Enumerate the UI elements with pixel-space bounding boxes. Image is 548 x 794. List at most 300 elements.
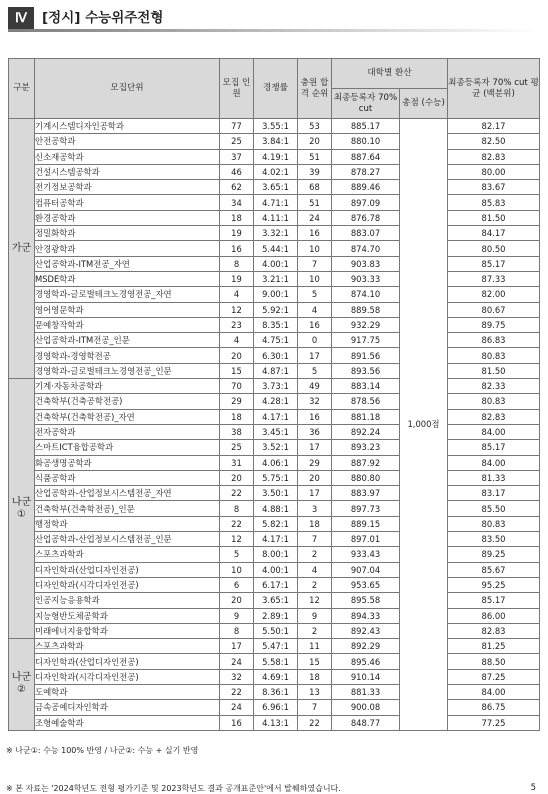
quota-cell: 38 xyxy=(220,424,254,439)
cut-cell: 881.18 xyxy=(332,409,400,424)
table-row xyxy=(9,348,540,363)
cut-cell: 889.58 xyxy=(332,302,400,317)
unit-cell: 도예학과 xyxy=(35,684,220,699)
competition-cell: 3.21:1 xyxy=(254,271,298,286)
waitlist-cell: 18 xyxy=(298,669,332,684)
unit-cell: 디자인학과(시각디자인전공) xyxy=(35,577,220,592)
table-row xyxy=(9,394,540,409)
cut-cell: 878.56 xyxy=(332,394,400,409)
waitlist-cell: 3 xyxy=(298,501,332,516)
avg-cell: 84.00 xyxy=(448,684,540,699)
competition-cell: 4.00:1 xyxy=(254,256,298,271)
quota-cell: 20 xyxy=(220,470,254,485)
quota-cell: 8 xyxy=(220,623,254,638)
cut-cell: 907.04 xyxy=(332,562,400,577)
table-row xyxy=(9,271,540,286)
cut-cell: 891.56 xyxy=(332,348,400,363)
cut-cell: 883.97 xyxy=(332,486,400,501)
section-header xyxy=(8,7,540,29)
avg-cell: 80.50 xyxy=(448,241,540,256)
table-row xyxy=(9,210,540,225)
quota-cell: 22 xyxy=(220,516,254,531)
table-row xyxy=(9,608,540,623)
table-row xyxy=(9,317,540,332)
table-row xyxy=(9,164,540,179)
quota-cell: 16 xyxy=(220,241,254,256)
waitlist-cell: 11 xyxy=(298,639,332,654)
cut-cell: 897.01 xyxy=(332,532,400,547)
competition-cell: 4.69:1 xyxy=(254,669,298,684)
waitlist-cell: 7 xyxy=(298,700,332,715)
quota-cell: 15 xyxy=(220,363,254,378)
waitlist-cell: 22 xyxy=(298,715,332,730)
avg-cell: 84.00 xyxy=(448,424,540,439)
cut-cell: 881.33 xyxy=(332,684,400,699)
avg-cell: 84.17 xyxy=(448,226,540,241)
quota-cell: 18 xyxy=(220,409,254,424)
table-row xyxy=(9,654,540,669)
quota-cell: 77 xyxy=(220,119,254,134)
page-number: 5 xyxy=(530,783,536,793)
quota-cell: 8 xyxy=(220,501,254,516)
quota-cell: 25 xyxy=(220,440,254,455)
results-table xyxy=(8,58,540,731)
unit-cell: 산업공학과-산업정보시스템전공_자연 xyxy=(35,486,220,501)
unit-cell: 지능형반도체공학과 xyxy=(35,608,220,623)
avg-cell: 86.75 xyxy=(448,700,540,715)
competition-cell: 4.88:1 xyxy=(254,501,298,516)
header-unit: 모집단위 xyxy=(35,59,220,119)
header-quota: 모집 인원 xyxy=(220,59,254,119)
table-row xyxy=(9,470,540,485)
waitlist-cell: 49 xyxy=(298,379,332,394)
unit-cell: 산업공학과-ITM전공_자연 xyxy=(35,256,220,271)
unit-cell: 조형예술학과 xyxy=(35,715,220,730)
competition-cell: 3.50:1 xyxy=(254,486,298,501)
table-row xyxy=(9,547,540,562)
competition-cell: 3.84:1 xyxy=(254,134,298,149)
avg-cell: 80.83 xyxy=(448,394,540,409)
quota-cell: 12 xyxy=(220,302,254,317)
unit-cell: 식품공학과 xyxy=(35,470,220,485)
quota-cell: 70 xyxy=(220,379,254,394)
cut-cell: 903.83 xyxy=(332,256,400,271)
avg-cell: 86.83 xyxy=(448,333,540,348)
quota-cell: 10 xyxy=(220,562,254,577)
footnote-legend: ※ 나군①: 수능 100% 반영 / 나군②: 수능 + 실기 반영 xyxy=(6,746,199,755)
cut-cell: 895.46 xyxy=(332,654,400,669)
competition-cell: 8.00:1 xyxy=(254,547,298,562)
table-row xyxy=(9,562,540,577)
avg-cell: 87.25 xyxy=(448,669,540,684)
unit-cell: 경영학과-경영학전공 xyxy=(35,348,220,363)
title-underline xyxy=(8,29,540,32)
quota-cell: 8 xyxy=(220,256,254,271)
waitlist-cell: 17 xyxy=(298,348,332,363)
waitlist-cell: 4 xyxy=(298,302,332,317)
cut-cell: 883.14 xyxy=(332,379,400,394)
unit-cell: 디자인학과(산업디자인전공) xyxy=(35,654,220,669)
waitlist-cell: 16 xyxy=(298,317,332,332)
cut-cell: 883.07 xyxy=(332,226,400,241)
avg-cell: 85.67 xyxy=(448,562,540,577)
competition-cell: 3.52:1 xyxy=(254,440,298,455)
header-competition: 경쟁률 xyxy=(254,59,298,119)
waitlist-cell: 2 xyxy=(298,577,332,592)
waitlist-cell: 29 xyxy=(298,455,332,470)
cut-cell: 880.10 xyxy=(332,134,400,149)
competition-cell: 4.17:1 xyxy=(254,532,298,547)
avg-cell: 85.17 xyxy=(448,256,540,271)
table-row xyxy=(9,409,540,424)
competition-cell: 4.00:1 xyxy=(254,562,298,577)
competition-cell: 5.47:1 xyxy=(254,639,298,654)
table-row xyxy=(9,532,540,547)
quota-cell: 22 xyxy=(220,684,254,699)
competition-cell: 5.58:1 xyxy=(254,654,298,669)
header-group: 구분 xyxy=(9,59,35,119)
unit-cell: 건설시스템공학과 xyxy=(35,164,220,179)
competition-cell: 6.96:1 xyxy=(254,700,298,715)
waitlist-cell: 17 xyxy=(298,440,332,455)
quota-cell: 5 xyxy=(220,547,254,562)
table-row xyxy=(9,593,540,608)
unit-cell: 안전공학과 xyxy=(35,134,220,149)
cut-cell: 953.65 xyxy=(332,577,400,592)
avg-cell: 82.83 xyxy=(448,623,540,638)
avg-cell: 82.50 xyxy=(448,134,540,149)
avg-cell: 88.50 xyxy=(448,654,540,669)
quota-cell: 9 xyxy=(220,608,254,623)
quota-cell: 4 xyxy=(220,287,254,302)
avg-cell: 87.33 xyxy=(448,271,540,286)
avg-cell: 83.17 xyxy=(448,486,540,501)
quota-cell: 4 xyxy=(220,333,254,348)
competition-cell: 4.17:1 xyxy=(254,409,298,424)
header-conversion: 대학별 환산 xyxy=(332,59,448,89)
competition-cell: 5.75:1 xyxy=(254,470,298,485)
section-title: [정시] 수능위주전형 xyxy=(42,10,164,26)
avg-cell: 85.17 xyxy=(448,593,540,608)
table-row xyxy=(9,516,540,531)
competition-cell: 9.00:1 xyxy=(254,287,298,302)
cut-cell: 900.08 xyxy=(332,700,400,715)
waitlist-cell: 16 xyxy=(298,409,332,424)
avg-cell: 83.50 xyxy=(448,532,540,547)
quota-cell: 29 xyxy=(220,394,254,409)
unit-cell: 스포츠과학과 xyxy=(35,547,220,562)
cut-cell: 910.14 xyxy=(332,669,400,684)
waitlist-cell: 20 xyxy=(298,134,332,149)
competition-cell: 4.87:1 xyxy=(254,363,298,378)
competition-cell: 5.50:1 xyxy=(254,623,298,638)
table-row xyxy=(9,623,540,638)
avg-cell: 86.00 xyxy=(448,608,540,623)
waitlist-cell: 5 xyxy=(298,287,332,302)
footnote-source: ※ 본 자료는 '2024학년도 전형 평가기준 및 2023학년도 결과 공개표준안'에서 발췌하였습니다. xyxy=(6,784,341,793)
table-row xyxy=(9,241,540,256)
quota-cell: 24 xyxy=(220,654,254,669)
avg-cell: 81.50 xyxy=(448,363,540,378)
waitlist-cell: 7 xyxy=(298,256,332,271)
waitlist-cell: 51 xyxy=(298,195,332,210)
section-badge: Ⅳ xyxy=(8,7,34,29)
waitlist-cell: 12 xyxy=(298,593,332,608)
competition-cell: 3.32:1 xyxy=(254,226,298,241)
quota-cell: 16 xyxy=(220,715,254,730)
quota-cell: 12 xyxy=(220,532,254,547)
header-waitlist: 충원 합격 순위 xyxy=(298,59,332,119)
waitlist-cell: 16 xyxy=(298,226,332,241)
unit-cell: 인공지능응용학과 xyxy=(35,593,220,608)
waitlist-cell: 5 xyxy=(298,363,332,378)
cut-cell: 933.43 xyxy=(332,547,400,562)
avg-cell: 80.00 xyxy=(448,164,540,179)
avg-cell: 89.25 xyxy=(448,547,540,562)
waitlist-cell: 15 xyxy=(298,654,332,669)
avg-cell: 81.50 xyxy=(448,210,540,225)
table-row xyxy=(9,195,540,210)
unit-cell: 건축학부(건축학전공)_인문 xyxy=(35,501,220,516)
cut-cell: 897.09 xyxy=(332,195,400,210)
avg-cell: 80.83 xyxy=(448,348,540,363)
quota-cell: 46 xyxy=(220,164,254,179)
unit-cell: 영어영문학과 xyxy=(35,302,220,317)
quota-cell: 20 xyxy=(220,348,254,363)
competition-cell: 5.44:1 xyxy=(254,241,298,256)
table-row xyxy=(9,333,540,348)
quota-cell: 17 xyxy=(220,639,254,654)
waitlist-cell: 2 xyxy=(298,623,332,638)
unit-cell: 산업공학과-산업정보시스템전공_인문 xyxy=(35,532,220,547)
cut-cell: 887.64 xyxy=(332,149,400,164)
table-row xyxy=(9,287,540,302)
table-row xyxy=(9,501,540,516)
unit-cell: 행정학과 xyxy=(35,516,220,531)
quota-cell: 18 xyxy=(220,210,254,225)
avg-cell: 82.33 xyxy=(448,379,540,394)
unit-cell: 산업공학과-ITM전공_인문 xyxy=(35,333,220,348)
quota-cell: 25 xyxy=(220,134,254,149)
cut-cell: 887.92 xyxy=(332,455,400,470)
unit-cell: 화공생명공학과 xyxy=(35,455,220,470)
unit-cell: 기계·자동차공학과 xyxy=(35,379,220,394)
cut-cell: 848.77 xyxy=(332,715,400,730)
table-row xyxy=(9,440,540,455)
table-row xyxy=(9,363,540,378)
competition-cell: 3.65:1 xyxy=(254,180,298,195)
quota-cell: 34 xyxy=(220,195,254,210)
table-row xyxy=(9,486,540,501)
avg-cell: 85.50 xyxy=(448,501,540,516)
unit-cell: 스마트ICT융합공학과 xyxy=(35,440,220,455)
waitlist-cell: 32 xyxy=(298,394,332,409)
table-row xyxy=(9,302,540,317)
table-row xyxy=(9,226,540,241)
competition-cell: 3.45:1 xyxy=(254,424,298,439)
competition-cell: 8.36:1 xyxy=(254,684,298,699)
table-row xyxy=(9,119,540,134)
header-final-cut: 최종등록자 70% cut xyxy=(332,89,400,119)
competition-cell: 4.71:1 xyxy=(254,195,298,210)
cut-cell: 894.33 xyxy=(332,608,400,623)
competition-cell: 4.02:1 xyxy=(254,164,298,179)
table-row xyxy=(9,577,540,592)
quota-cell: 20 xyxy=(220,593,254,608)
avg-cell: 85.83 xyxy=(448,195,540,210)
competition-cell: 6.30:1 xyxy=(254,348,298,363)
waitlist-cell: 9 xyxy=(298,608,332,623)
waitlist-cell: 17 xyxy=(298,486,332,501)
cut-cell: 889.15 xyxy=(332,516,400,531)
avg-cell: 82.83 xyxy=(448,409,540,424)
quota-cell: 22 xyxy=(220,486,254,501)
waitlist-cell: 0 xyxy=(298,333,332,348)
unit-cell: 전기정보공학과 xyxy=(35,180,220,195)
table-row xyxy=(9,700,540,715)
competition-cell: 3.65:1 xyxy=(254,593,298,608)
group-label: 가군 xyxy=(9,119,35,379)
competition-cell: 3.55:1 xyxy=(254,119,298,134)
group-label: 나군② xyxy=(9,639,35,731)
cut-cell: 878.27 xyxy=(332,164,400,179)
avg-cell: 89.75 xyxy=(448,317,540,332)
avg-cell: 85.17 xyxy=(448,440,540,455)
avg-cell: 83.67 xyxy=(448,180,540,195)
table-row xyxy=(9,379,540,394)
competition-cell: 4.11:1 xyxy=(254,210,298,225)
competition-cell: 8.35:1 xyxy=(254,317,298,332)
cut-cell: 874.10 xyxy=(332,287,400,302)
cut-cell: 892.43 xyxy=(332,623,400,638)
group-label: 나군① xyxy=(9,379,35,639)
table-row xyxy=(9,180,540,195)
competition-cell: 2.89:1 xyxy=(254,608,298,623)
competition-cell: 4.75:1 xyxy=(254,333,298,348)
waitlist-cell: 10 xyxy=(298,241,332,256)
table-row xyxy=(9,669,540,684)
quota-cell: 31 xyxy=(220,455,254,470)
cut-cell: 880.80 xyxy=(332,470,400,485)
unit-cell: 미래에너지융합학과 xyxy=(35,623,220,638)
avg-cell: 82.00 xyxy=(448,287,540,302)
unit-cell: 디자인학과(시각디자인전공) xyxy=(35,669,220,684)
avg-cell: 82.83 xyxy=(448,149,540,164)
quota-cell: 37 xyxy=(220,149,254,164)
waitlist-cell: 10 xyxy=(298,271,332,286)
cut-cell: 885.17 xyxy=(332,119,400,134)
cut-cell: 876.78 xyxy=(332,210,400,225)
header-total: 총점 (수능) xyxy=(400,89,448,119)
competition-cell: 4.06:1 xyxy=(254,455,298,470)
table-row xyxy=(9,455,540,470)
unit-cell: 정밀화학과 xyxy=(35,226,220,241)
quota-cell: 19 xyxy=(220,226,254,241)
cut-cell: 892.29 xyxy=(332,639,400,654)
waitlist-cell: 2 xyxy=(298,547,332,562)
header-final-avg: 최종등록자 70% cut 평균 (백분위) xyxy=(448,59,540,119)
table-body xyxy=(9,119,540,731)
unit-cell: 경영학과-글로벌테크노경영전공_자연 xyxy=(35,287,220,302)
table-row xyxy=(9,149,540,164)
cut-cell: 895.58 xyxy=(332,593,400,608)
quota-cell: 23 xyxy=(220,317,254,332)
unit-cell: 건축학부(건축공학전공) xyxy=(35,394,220,409)
quota-cell: 62 xyxy=(220,180,254,195)
waitlist-cell: 13 xyxy=(298,684,332,699)
waitlist-cell: 18 xyxy=(298,516,332,531)
waitlist-cell: 7 xyxy=(298,532,332,547)
waitlist-cell: 20 xyxy=(298,470,332,485)
waitlist-cell: 24 xyxy=(298,210,332,225)
competition-cell: 4.13:1 xyxy=(254,715,298,730)
table-row xyxy=(9,256,540,271)
competition-cell: 3.73:1 xyxy=(254,379,298,394)
waitlist-cell: 36 xyxy=(298,424,332,439)
cut-cell: 892.24 xyxy=(332,424,400,439)
unit-cell: 스포츠과학과 xyxy=(35,639,220,654)
table-row xyxy=(9,715,540,730)
unit-cell: 금속공예디자인학과 xyxy=(35,700,220,715)
waitlist-cell: 53 xyxy=(298,119,332,134)
quota-cell: 24 xyxy=(220,700,254,715)
cut-cell: 893.56 xyxy=(332,363,400,378)
unit-cell: MSDE학과 xyxy=(35,271,220,286)
cut-cell: 897.73 xyxy=(332,501,400,516)
avg-cell: 80.67 xyxy=(448,302,540,317)
unit-cell: 환경공학과 xyxy=(35,210,220,225)
quota-cell: 32 xyxy=(220,669,254,684)
quota-cell: 19 xyxy=(220,271,254,286)
cut-cell: 889.46 xyxy=(332,180,400,195)
competition-cell: 5.82:1 xyxy=(254,516,298,531)
total-score-cell: 1,000점 xyxy=(400,119,448,731)
cut-cell: 932.29 xyxy=(332,317,400,332)
avg-cell: 81.33 xyxy=(448,470,540,485)
competition-cell: 4.19:1 xyxy=(254,149,298,164)
avg-cell: 95.25 xyxy=(448,577,540,592)
unit-cell: 문예창작학과 xyxy=(35,317,220,332)
cut-cell: 874.70 xyxy=(332,241,400,256)
waitlist-cell: 68 xyxy=(298,180,332,195)
avg-cell: 82.17 xyxy=(448,119,540,134)
table-row xyxy=(9,639,540,654)
unit-cell: 경영학과-글로벌테크노경영전공_인문 xyxy=(35,363,220,378)
unit-cell: 컴퓨터공학과 xyxy=(35,195,220,210)
competition-cell: 5.92:1 xyxy=(254,302,298,317)
unit-cell: 기계시스템디자인공학과 xyxy=(35,119,220,134)
unit-cell: 전자공학과 xyxy=(35,424,220,439)
waitlist-cell: 51 xyxy=(298,149,332,164)
unit-cell: 신소재공학과 xyxy=(35,149,220,164)
table-row xyxy=(9,684,540,699)
avg-cell: 81.25 xyxy=(448,639,540,654)
avg-cell: 84.00 xyxy=(448,455,540,470)
avg-cell: 77.25 xyxy=(448,715,540,730)
waitlist-cell: 4 xyxy=(298,562,332,577)
unit-cell: 안경광학과 xyxy=(35,241,220,256)
competition-cell: 6.17:1 xyxy=(254,577,298,592)
quota-cell: 6 xyxy=(220,577,254,592)
avg-cell: 80.83 xyxy=(448,516,540,531)
unit-cell: 건축학부(건축학전공)_자연 xyxy=(35,409,220,424)
competition-cell: 4.28:1 xyxy=(254,394,298,409)
table-row xyxy=(9,424,540,439)
unit-cell: 디자인학과(산업디자인전공) xyxy=(35,562,220,577)
cut-cell: 917.75 xyxy=(332,333,400,348)
table-row xyxy=(9,134,540,149)
cut-cell: 903.33 xyxy=(332,271,400,286)
